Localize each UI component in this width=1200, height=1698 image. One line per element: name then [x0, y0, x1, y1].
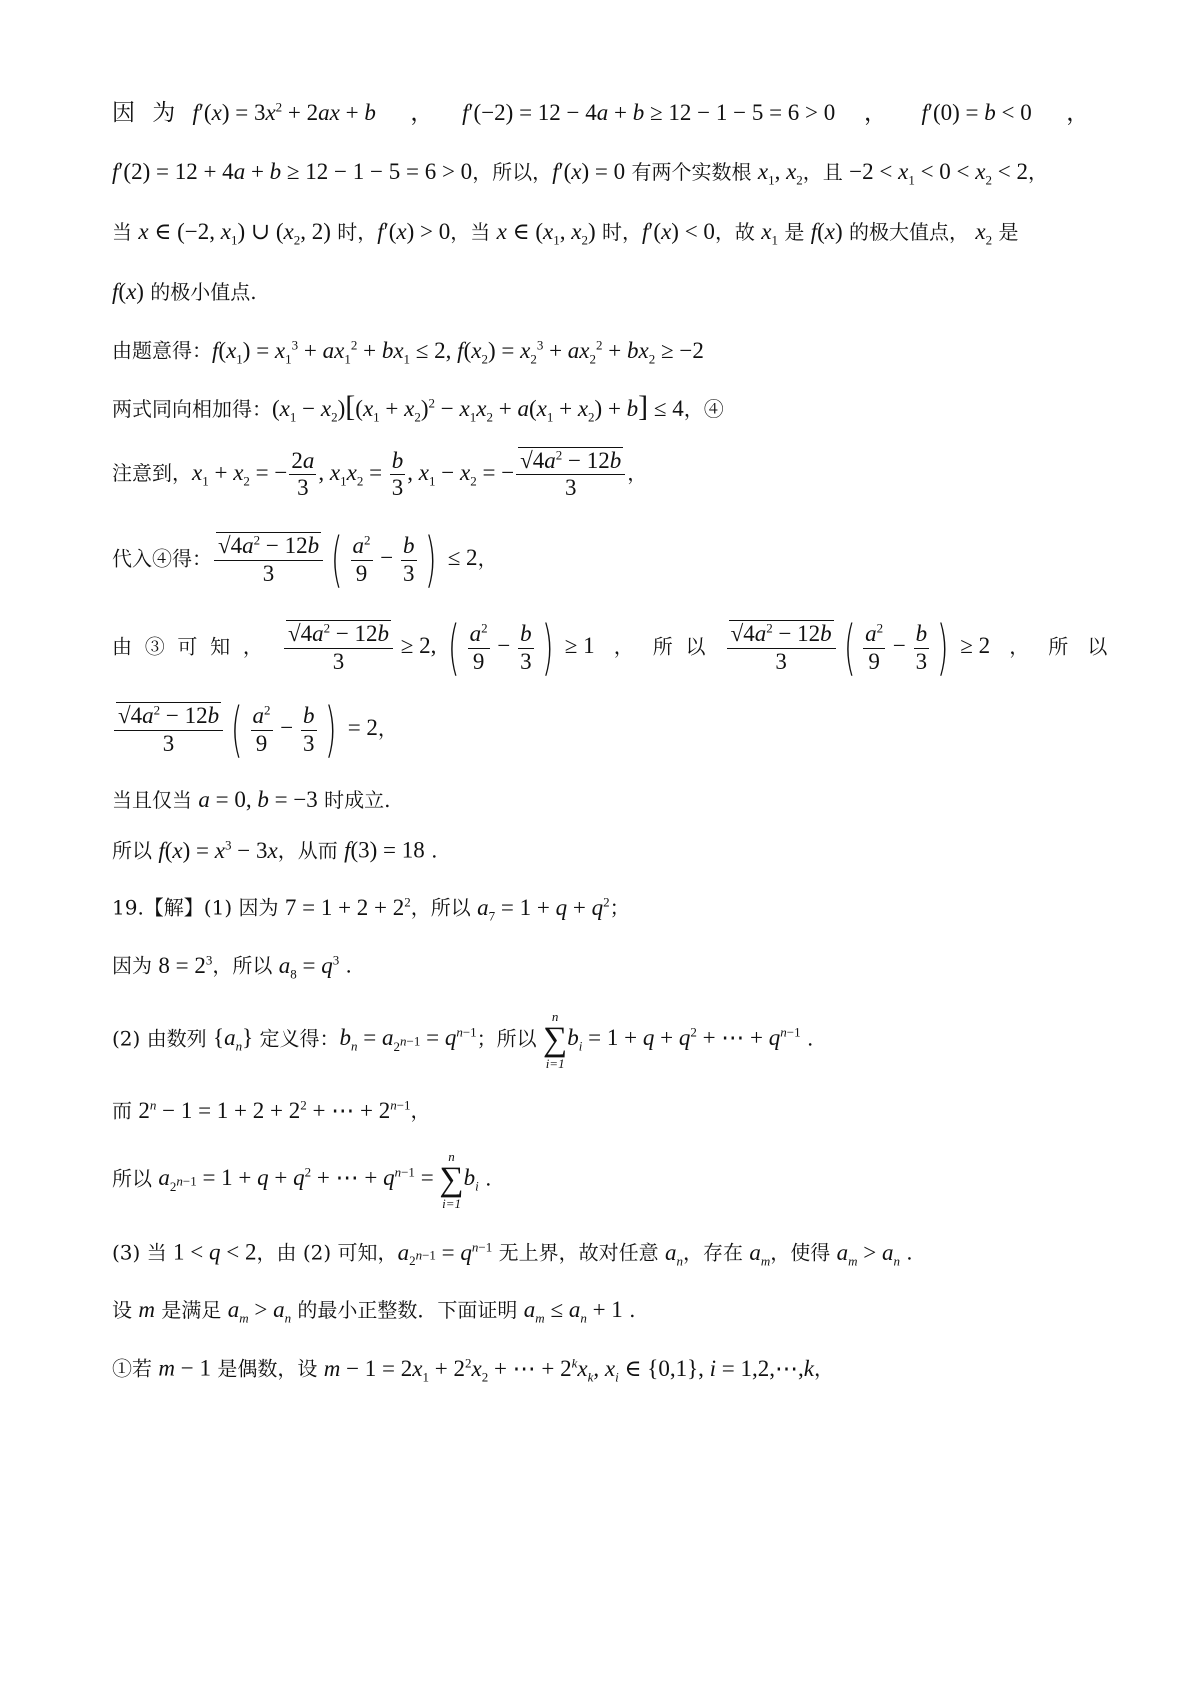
- line-18: (3) 当 1 < q < 2，由 (2) 可知，$a_{2^{n-1}} = q^{n-1}$ 无上界，故对任意 $a_n$，存在 $a_m$，使得 $a_m > a_n$ .: [112, 1239, 913, 1269]
- line-3: 当 x ∈ (−2, $x_1$) ∪ ($x_2$, 2) 时，f′(x) > 0，当 x ∈ ($x_1$, $x_2$) 时，f′(x) < 0，故 $x_1$ 是 f(x) 的极大值点， $x_2$ 是: [112, 219, 1019, 248]
- line-10: √ $\frac{4a^2 - 12b}{3}$ ( $\frac{a^2}{9}$ − $\frac{b}{3}$ ) = 2，: [112, 700, 398, 760]
- line-17: 所以 $a_{2^{n-1}} = 1 + q + q^2$ + ⋯ + $q^{n-1}$ = n ∑ i=1 $b_i$ .: [112, 1149, 492, 1211]
- line-9: 由 ③ 可 知 ， √ $\frac{4a^2 - 12b}{3}$ ≥ 2, ( $\frac{a^2}{9}$ − $\frac{b}{3}$ ) ≥ 1 ， 所 以 √ $\frac{4a^2 - 12b}{3}$ ( $\frac{a^2}{9}$ − $\frac{b}{3}$ ) ≥ 2 ， 所 以: [112, 618, 1107, 678]
- line-20: ①若 m − 1 是偶数，设 $m - 1 = 2x_1 + 2^2x_2$ + ⋯ + $2^kx_k$, $x_i$ ∈ {0,1}, i = 1,2,⋯,k，: [112, 1355, 834, 1385]
- line-2: f′(2) = 12 + 4a + b ≥ 12 − 1 − 5 = 6 > 0，所以，f′(x) = 0 有两个实数根 $x_1$, $x_2$，且 $-2 < x_1 < 0 < x_2 < 2$，: [112, 159, 1048, 188]
- line-6: 两式同向相加得：$(x_1 - x_2)[(x_1 + x_2)^2 - x_1x_2 + a(x_1 + x_2) + b] \le 4$，④: [112, 390, 724, 425]
- line-11: 当且仅当 a = 0, b = −3 时成立.: [112, 787, 391, 812]
- line-16: 而 $2^n - 1 = 1 + 2 + 2^2$ + ⋯ + $2^{n-1}$，: [112, 1097, 431, 1123]
- line-8: 代入④得： √ $\frac{4a^2 - 12b}{3}$ ( $\frac{a^2}{9}$ − $\frac{b}{3}$ ) ≤ 2，: [112, 530, 498, 590]
- line-13: 19.【解】(1) 因为 $7 = 1 + 2 + 2^2$，所以 $a_7 = 1 + q + q^2$；: [112, 894, 630, 924]
- line-14: 因为 $8 = 2^3$，所以 $a_8 = q^3$ .: [112, 952, 352, 982]
- line-19: 设 m 是满足 $a_m > a_n$ 的最小正整数．下面证明 $a_m \le a_n + 1$ .: [112, 1297, 636, 1326]
- line-5: 由题意得：$f(x_1) = x_1^3 + ax_1^2 + bx_1 \le 2$, $f(x_2) = x_2^3 + ax_2^2 + bx_2 \ge -2$: [112, 337, 704, 367]
- line-15: (2) 由数列 $\{a_n\}$ 定义得：$b_n = a_{2^{n-1}} = q^{n-1}$；所以 n ∑ i=1 $b_i = 1 + q + q^2$ + ⋯ + $q^{n-1}$ .: [112, 1009, 814, 1071]
- line-7: 注意到，$x_1 + x_2$ = − $\frac{2a}{3}$ , $x_1x_2$ = $\frac{b}{3}$ , $x_1 - x_2$ = − √ $\frac{4a^2 - 12b}{3}$ ，: [112, 448, 647, 502]
- line-1: 因 为 $f'(x) = 3x^2 + 2ax + b$ ， f′(−2) = 12 − 4a + b ≥ 12 − 1 − 5 = 6 > 0 ， f′(0) = b < 0 ，: [112, 99, 1090, 125]
- line-12: 所以 $f(x) = x^3 - 3x$，从而 f(3) = 18 .: [112, 837, 438, 863]
- line-4: f(x) 的极小值点.: [112, 279, 257, 304]
